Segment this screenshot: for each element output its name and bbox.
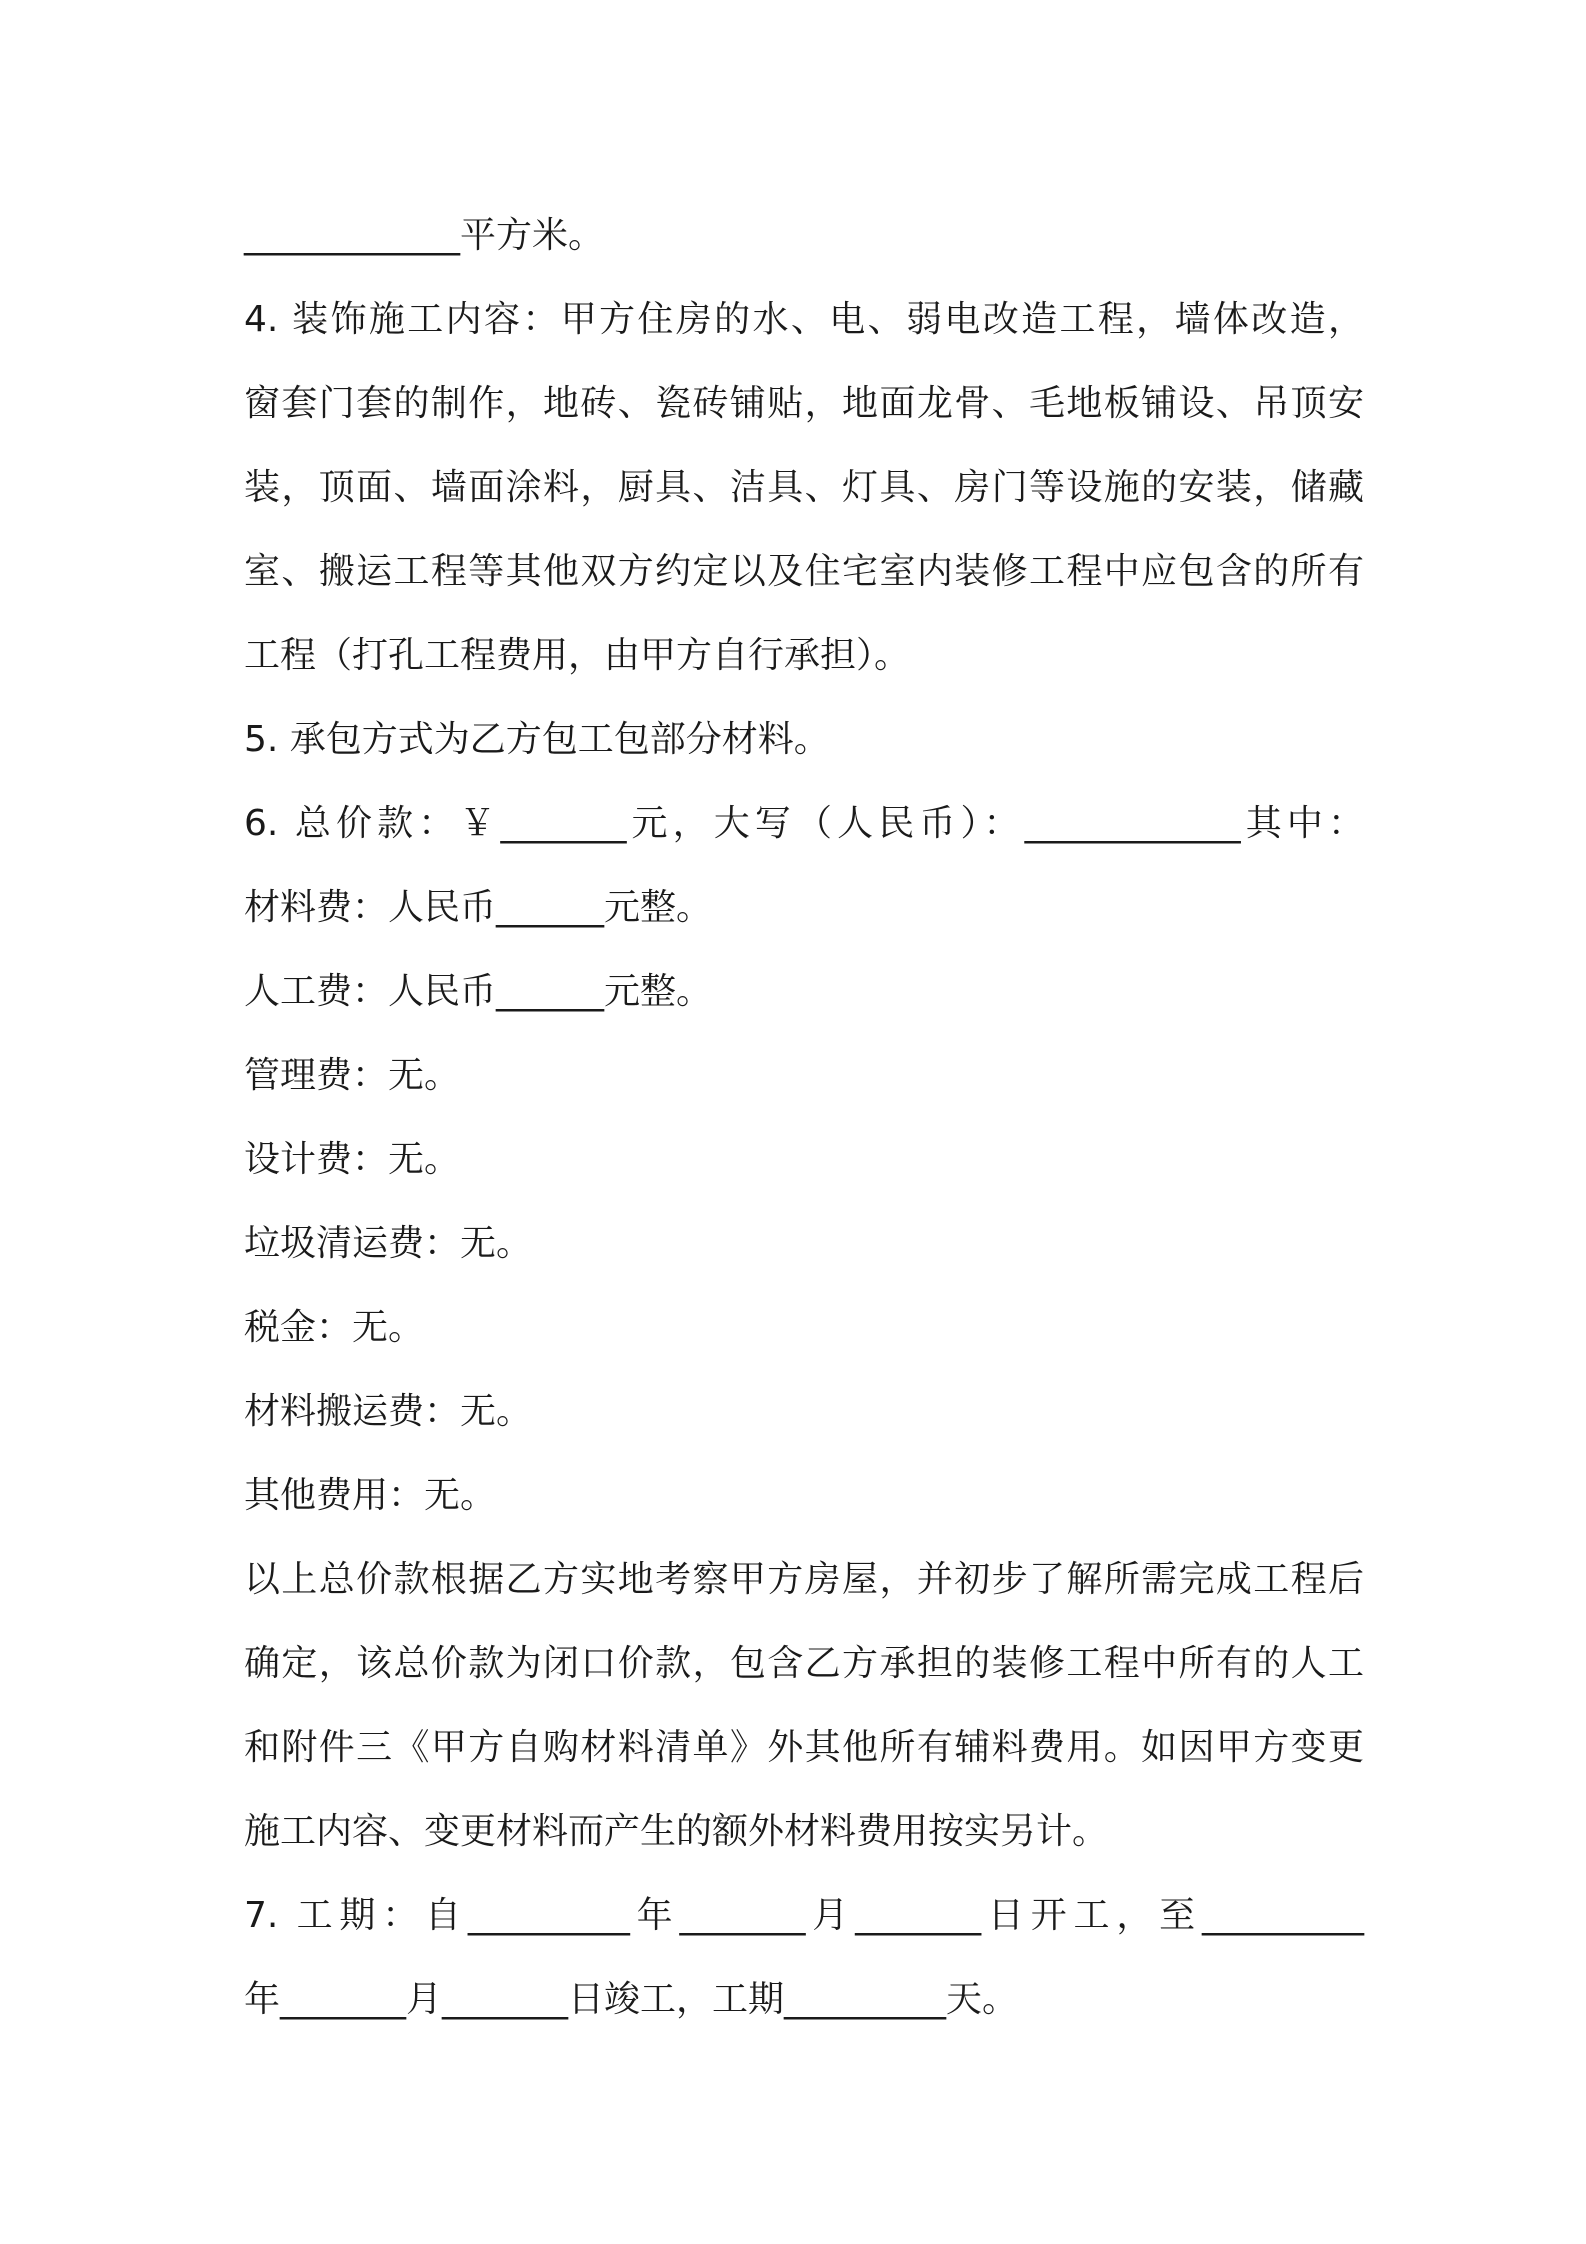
- garbage-removal-fee: 垃圾清运费：无。: [244, 1223, 533, 1264]
- material-fee: 材料费：人民币______元整。: [244, 887, 713, 928]
- clause-4-line-2: 窗套门套的制作，地砖、瓷砖铺贴，地面龙骨、毛地板铺设、吊顶安: [244, 383, 1364, 424]
- clause-4-line-1: 4. 装饰施工内容：甲方住房的水、电、弱电改造工程，墙体改造，: [244, 299, 1364, 340]
- clause-6-total-price: 6. 总价款：￥_______元，大写（人民币）：____________其中：: [244, 803, 1364, 844]
- contract-text: [244, 194, 1364, 2042]
- clause-7-line-2: 年_______月_______日竣工，工期_________天。: [244, 1979, 1019, 2020]
- material-handling-fee: 材料搬运费：无。: [244, 1391, 533, 1432]
- clause-4-line-4: 室、搬运工程等其他双方约定以及住宅室内装修工程中应包含的所有: [244, 551, 1364, 592]
- price-note-line-3: 和附件三《甲方自购材料清单》外其他所有辅料费用。如因甲方变更: [244, 1727, 1364, 1768]
- clause-4-line-3: 装，顶面、墙面涂料，厨具、洁具、灯具、房门等设施的安装，储藏: [244, 467, 1364, 508]
- tax: 税金：无。: [244, 1307, 425, 1348]
- other-fees: 其他费用：无。: [244, 1475, 497, 1516]
- price-note-line-2: 确定，该总价款为闭口价款，包含乙方承担的装修工程中所有的人工: [244, 1643, 1364, 1684]
- clause-7-line-1: 7. 工期：自_________年_______月_______日开工，至_________: [244, 1895, 1364, 1936]
- area-line: ____________平方米。: [244, 215, 605, 256]
- management-fee: 管理费：无。: [244, 1055, 461, 1096]
- labor-fee: 人工费：人民币______元整。: [244, 971, 713, 1012]
- clause-4-line-5: 工程（打孔工程费用，由甲方自行承担）。: [244, 635, 911, 676]
- design-fee: 设计费：无。: [244, 1139, 461, 1180]
- price-note-line-4: 施工内容、变更材料而产生的额外材料费用按实另计。: [244, 1811, 1109, 1852]
- clause-5: 5. 承包方式为乙方包工包部分材料。: [244, 719, 830, 760]
- price-note-line-1: 以上总价款根据乙方实地考察甲方房屋，并初步了解所需完成工程后: [244, 1559, 1364, 1600]
